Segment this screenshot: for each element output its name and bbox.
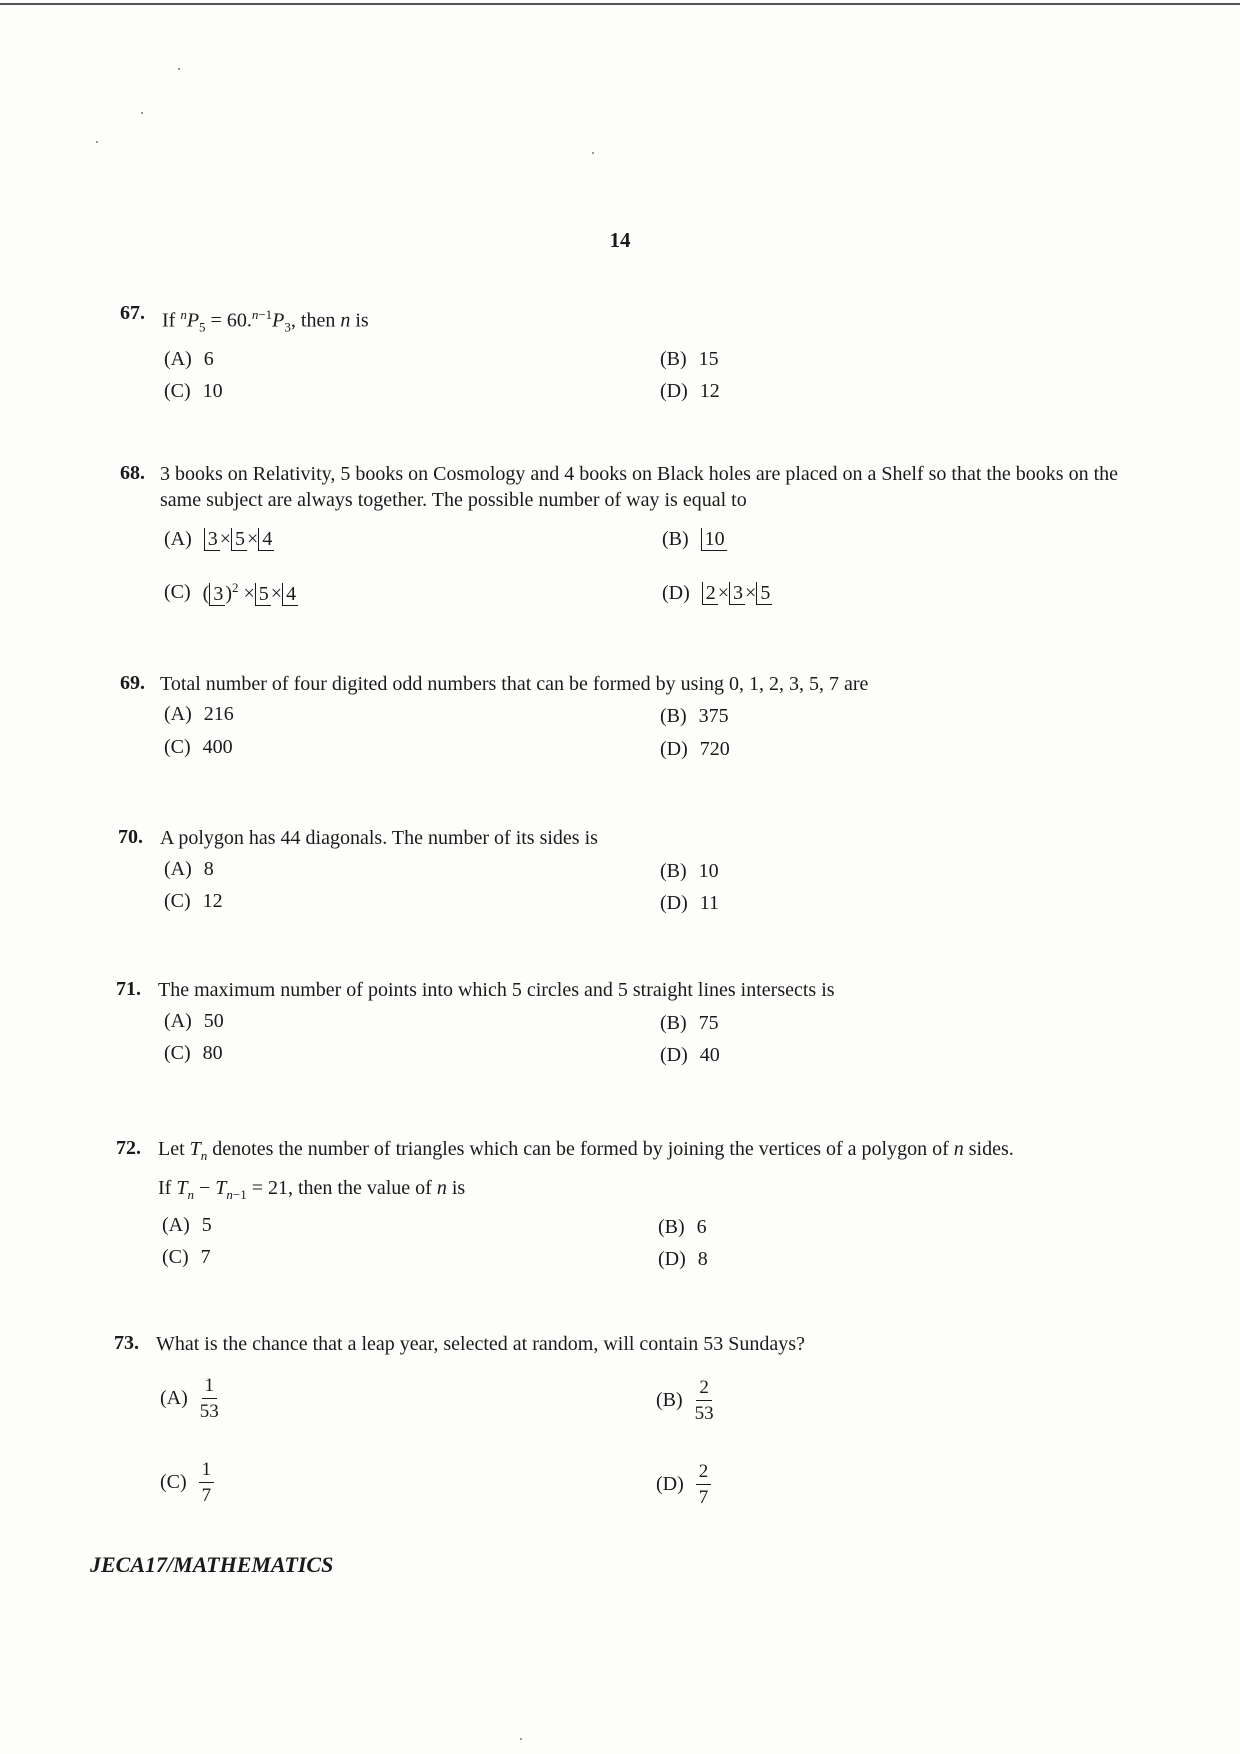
option-d[interactable]: (D) 720 [660, 738, 730, 760]
question-number: 70. [118, 826, 143, 848]
option-c[interactable]: (C) ( 3 )$^2$ × 5 × 4 [164, 580, 297, 605]
question-number: 69. [120, 672, 145, 694]
question-text-line2: If $T_n - T_{n-1} = 21$, then the value of n is [158, 1177, 466, 1202]
question-number: 67. [120, 302, 145, 324]
option-c[interactable]: (C) 80 [164, 1042, 223, 1064]
option-c[interactable]: (C) 400 [164, 736, 233, 758]
option-b[interactable]: (B) 15 [660, 348, 719, 370]
option-b[interactable]: (B) 375 [660, 705, 729, 727]
question-text: A polygon has 44 diagonals. The number of its sides is [160, 827, 598, 849]
option-a[interactable]: (A) 216 [164, 703, 234, 725]
option-d[interactable]: (D) $\frac{2}{7}$ [656, 1462, 711, 1507]
question-number: 73. [114, 1332, 139, 1354]
option-a[interactable]: (A) 6 [164, 348, 214, 370]
fraction: $\frac{1}{53}$ [199, 1375, 219, 1422]
question-number: 72. [116, 1137, 141, 1159]
question-text: The maximum number of points into which 5 circles and 5 straight lines intersects is [158, 979, 835, 1001]
question-number: 71. [116, 978, 141, 1000]
option-d[interactable]: (D) 8 [658, 1248, 708, 1270]
option-c[interactable]: (C) 12 [164, 890, 223, 912]
footer-code: JECA17/MATHEMATICS [90, 1552, 334, 1577]
scan-speck [520, 1738, 522, 1740]
option-b[interactable]: (B) $\frac{2}{53}$ [656, 1377, 714, 1424]
option-c[interactable]: (C) 7 [162, 1246, 211, 1268]
option-d[interactable]: (D) 11 [660, 892, 720, 914]
option-d[interactable]: (D) 2 × 3 × 5 [662, 582, 771, 604]
option-a[interactable]: (A) 50 [164, 1010, 224, 1032]
question-number: 68. [120, 462, 145, 484]
scan-speck [592, 152, 594, 154]
fraction: $\frac{2}{53}$ [694, 1377, 714, 1424]
option-d[interactable]: (D) 12 [660, 380, 720, 402]
option-b[interactable]: (B) 10 [660, 860, 719, 882]
page-number: 14 [609, 228, 631, 252]
scan-speck [96, 141, 98, 143]
question-text: Total number of four digited odd numbers that can be formed by using 0, 1, 2, 3, 5, 7 are [160, 673, 869, 695]
question-text: Let $T_n$ denotes the number of triangles which can be formed by joining the vertices of a polygon of n sides. [158, 1138, 1014, 1163]
option-d[interactable]: (D) 40 [660, 1044, 720, 1066]
option-b[interactable]: (B) 6 [658, 1216, 707, 1238]
scan-speck [178, 68, 180, 70]
option-a[interactable]: (A) $\frac{1}{53}$ [160, 1375, 219, 1422]
fraction: $\frac{2}{7}$ [696, 1462, 712, 1507]
option-b[interactable]: (B) 75 [660, 1012, 719, 1034]
option-c[interactable]: (C) 10 [164, 380, 223, 402]
option-a[interactable]: (A) 3 × 5 × 4 [164, 528, 273, 550]
option-c[interactable]: (C) $\frac{1}{7}$ [160, 1460, 214, 1505]
question-text: 3 books on Relativity, 5 books on Cosmology and 4 books on Black holes are placed on a Shelf so that the books on the same subject are always together. The possible number of way is equal to [160, 463, 1119, 511]
option-b[interactable]: (B) 10 [662, 528, 725, 550]
scan-speck [141, 112, 143, 114]
option-a[interactable]: (A) 5 [162, 1214, 212, 1236]
question-text: What is the chance that a leap year, selected at random, will contain 53 Sundays? [156, 1333, 805, 1355]
fraction: $\frac{1}{7}$ [199, 1460, 215, 1505]
option-a[interactable]: (A) 8 [164, 858, 214, 880]
top-rule [0, 3, 1240, 5]
question-text: If $^nP_5 = 60.^{n-1}P_3$, then n is [162, 307, 369, 335]
